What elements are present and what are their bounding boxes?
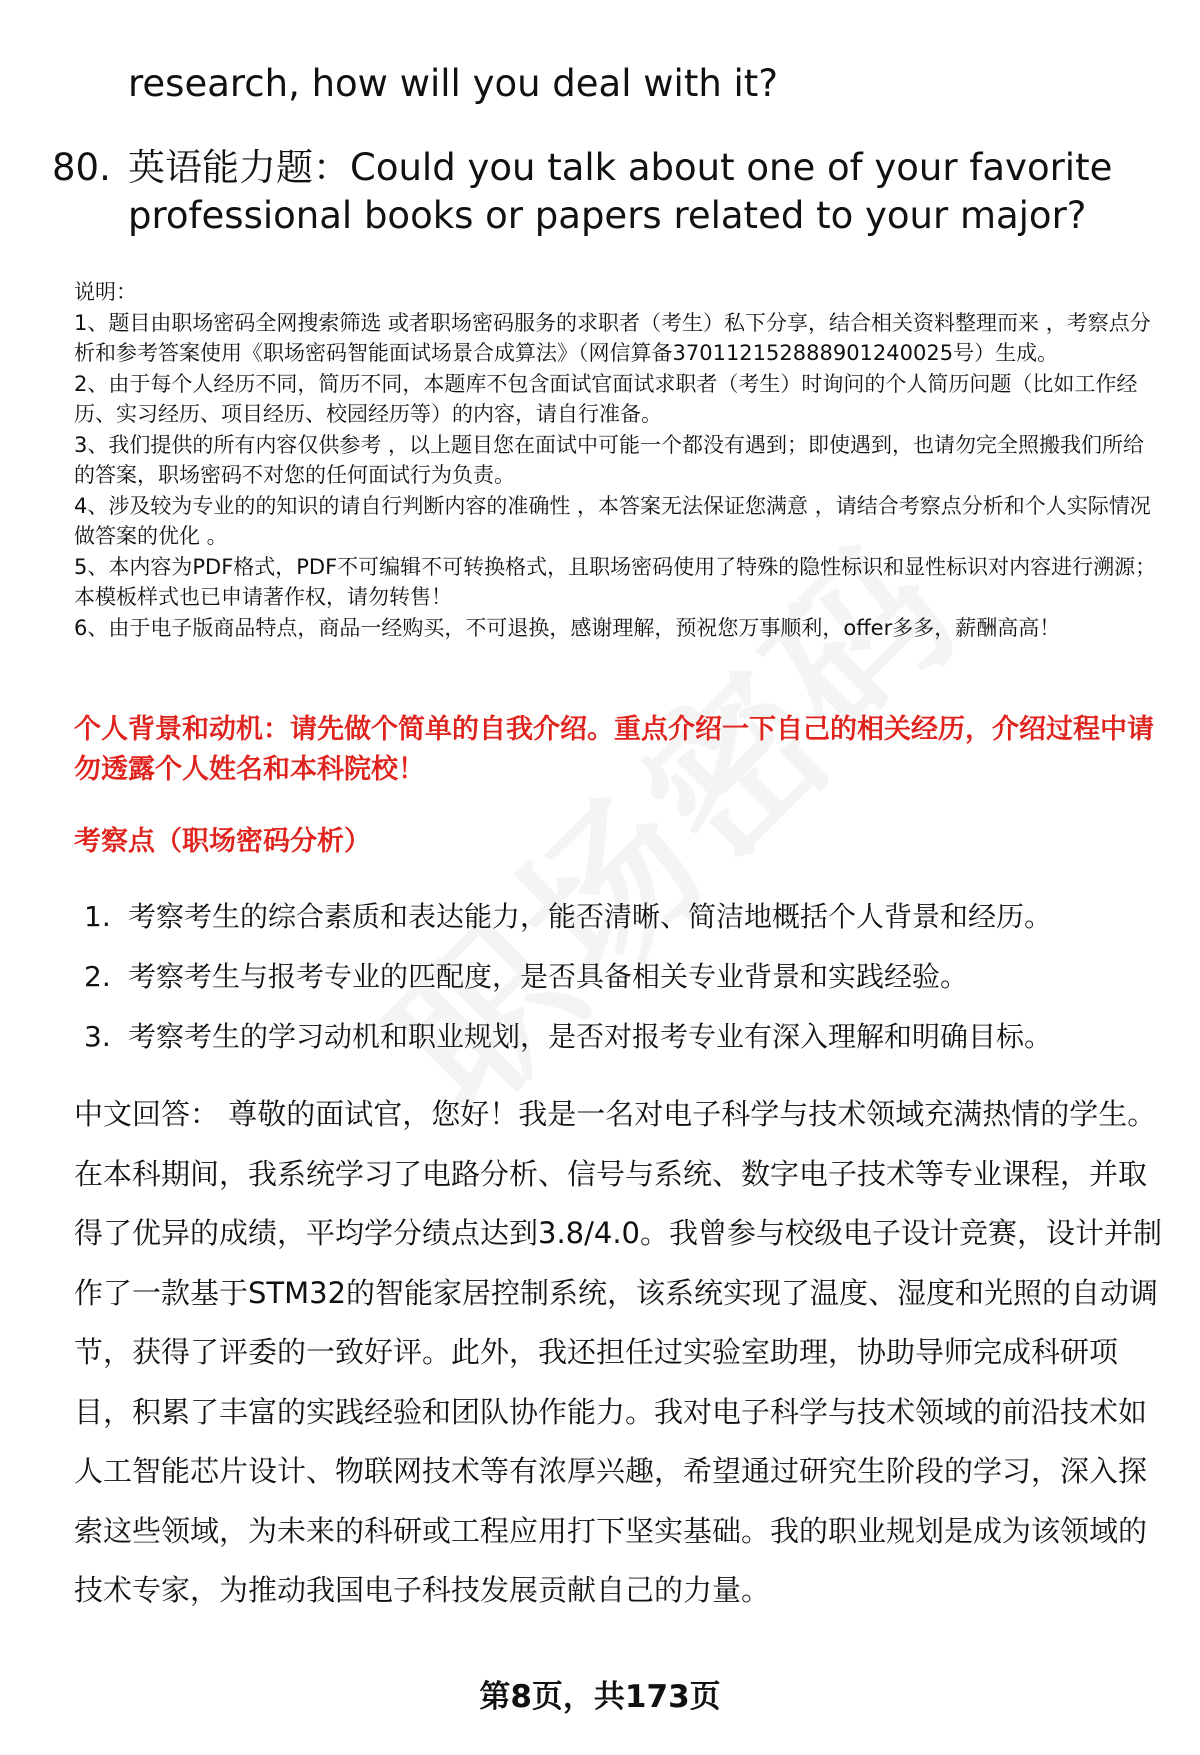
note-item: 4、涉及较为专业的的知识的请自行判断内容的准确性 ，本答案无法保证您满意 ，请结合考察点分析和个人实际情况做答案的优化 。 <box>74 493 1151 548</box>
notes-title: 说明： <box>74 280 137 304</box>
note-item: 2、由于每个人经历不同，简历不同，本题库不包含面试官面试求职者（考生）时询问的个人简历问题（比如工作经历、实习经历、项目经历、校园经历等）的内容，请自行准备。 <box>74 371 1138 426</box>
section-question: 个人背景和动机：请先做个简单的自我介绍。重点介绍一下自己的相关经历，介绍过程中请勿透露个人姓名和本科院校！ <box>74 714 1154 785</box>
question-80-line-2: professional books or papers related to your major? <box>128 194 1087 237</box>
analysis-point <box>84 957 1174 997</box>
answer-text: 中文回答： 尊敬的面试官，您好！我是一名对电子科学与技术领域充满热情的学生。在本科期间，我系统学习了电路分析、信号与系统、数字电子技术等专业课程，并取得了优异的成绩，平均学分绩点达到3.8/4.0。我曾参与校级电子设计竞赛，设计并制作了一款基于STM32的智能家居控制系统，该系统实现了温度、湿度和光照的自动调节，获得了评委的一致好评。此外，我还担任过实验室助理，协助导师完成科研项目，积累了丰富的实践经验和团队协作能力。我对电子科学与技术领域的前沿技术如人工智能芯片设计、物联网技术等有浓厚兴趣，希望通过研究生阶段的学习，深入探索这些领域，为未来的科研或工程应用打下坚实基础。我的职业规划是成为该领域的技术专家，为推动我国电子科技发展贡献自己的力量。 <box>74 1097 1163 1607</box>
question-80-line-1: 英语能力题：Could you talk about one of your favorite <box>128 146 1113 189</box>
note-item: 5、本内容为PDF格式，PDF不可编辑不可转换格式，且职场密码使用了特殊的隐性标识和显性标识对内容进行溯源；本模板样式也已申请著作权，请勿转售！ <box>74 554 1157 609</box>
analysis-points-list <box>84 897 1174 1077</box>
page-footer: 第8页，共173页 <box>479 1679 721 1715</box>
analysis-point <box>84 1017 1174 1057</box>
analysis-point <box>84 897 1174 937</box>
analysis-heading: 考察点（职场密码分析） <box>74 826 371 857</box>
question-80-number: 80. <box>52 146 111 189</box>
analysis-point-number: 1. <box>84 900 111 933</box>
analysis-point-number: 2. <box>84 960 111 993</box>
answer-block <box>74 1085 1168 1621</box>
note-item: 3、我们提供的所有内容仅供参考 ，以上题目您在面试中可能一个都没有遇到；即使遇到，也请勿完全照搬我们所给的答案，职场密码不对您的任何面试行为负责。 <box>74 432 1145 487</box>
analysis-point-text: 考察考生的学习动机和职业规划，是否对报考专业有深入理解和明确目标。 <box>128 1020 1053 1053</box>
question-continued-text: research, how will you deal with it? <box>128 62 778 105</box>
notes-block <box>74 277 1164 643</box>
analysis-point-number: 3. <box>84 1020 111 1053</box>
analysis-point-text: 考察考生的综合素质和表达能力，能否清晰、简洁地概括个人背景和经历。 <box>128 900 1053 933</box>
note-item: 6、由于电子版商品特点，商品一经购买，不可退换，感谢理解，预祝您万事顺利，offer多多，薪酬高高！ <box>74 615 1061 640</box>
note-item: 1、题目由职场密码全网搜索筛选 或者职场密码服务的求职者（考生）私下分享，结合相关资料整理而来 ，考察点分析和参考答案使用《职场密码智能面试场景合成算法》（网信算备370112152888901240025号）生成。 <box>74 310 1151 365</box>
analysis-point-text: 考察考生与报考专业的匹配度，是否具备相关专业背景和实践经验。 <box>128 960 969 993</box>
